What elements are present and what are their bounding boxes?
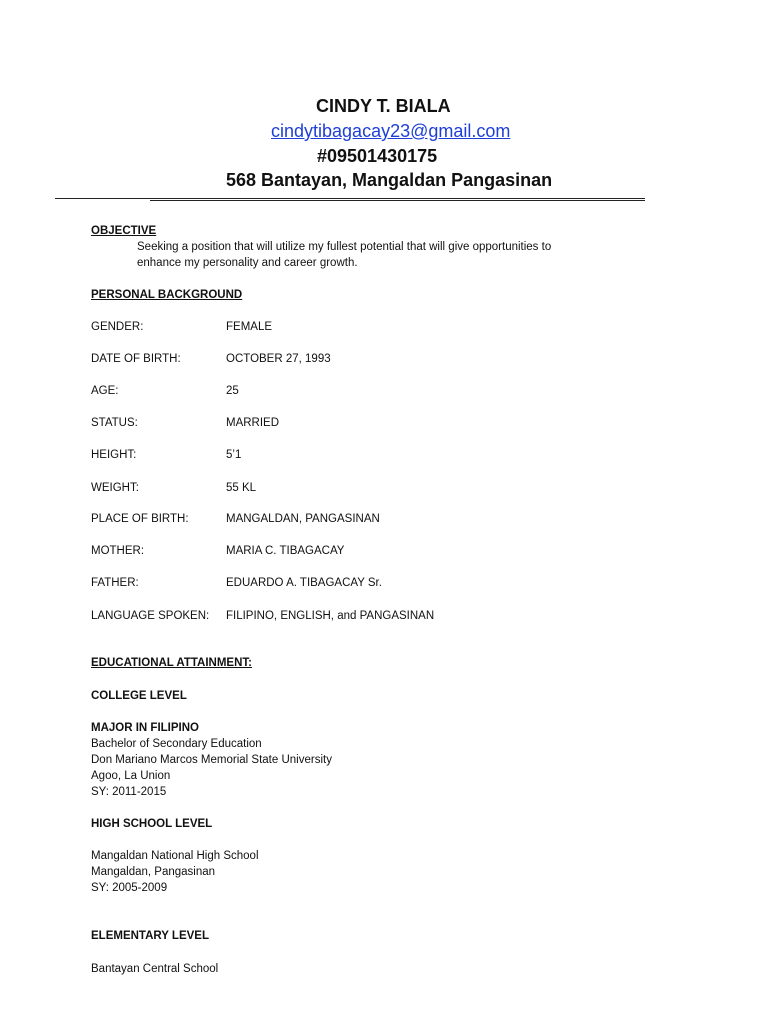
education-heading: EDUCATIONAL ATTAINMENT: <box>91 657 252 669</box>
college-school-year: SY: 2011-2015 <box>91 786 167 798</box>
height-label: HEIGHT: <box>91 449 137 461</box>
college-school: Don Mariano Marcos Memorial State University <box>91 754 332 766</box>
college-level-heading: COLLEGE LEVEL <box>91 690 187 702</box>
highschool-level-heading: HIGH SCHOOL LEVEL <box>91 818 213 830</box>
father-value: EDUARDO A. TIBAGACAY Sr. <box>226 577 382 589</box>
mother-value: MARIA C. TIBAGACAY <box>226 545 345 557</box>
language-label: LANGUAGE SPOKEN: <box>91 610 210 622</box>
highschool-school-year: SY: 2005-2009 <box>91 882 168 894</box>
header-divider-accent <box>150 200 645 201</box>
language-value: FILIPINO, ENGLISH, and PANGASINAN <box>226 610 435 622</box>
mother-label: MOTHER: <box>91 545 145 557</box>
objective-text-line1: Seeking a position that will utilize my fullest potential that will give opportunities to <box>137 241 552 253</box>
gender-label: GENDER: <box>91 321 144 333</box>
personal-background-heading: PERSONAL BACKGROUND <box>91 289 243 301</box>
status-value: MARRIED <box>226 417 280 429</box>
objective-heading: OBJECTIVE <box>91 225 157 237</box>
age-value: 25 <box>226 385 239 397</box>
applicant-name: CINDY T. BIALA <box>316 96 451 116</box>
age-label: AGE: <box>91 385 119 397</box>
father-label: FATHER: <box>91 577 139 589</box>
birthdate-value: OCTOBER 27, 1993 <box>226 353 331 365</box>
home-address: 568 Bantayan, Mangaldan Pangasinan <box>226 170 553 190</box>
college-major: MAJOR IN FILIPINO <box>91 722 199 734</box>
status-label: STATUS: <box>91 417 138 429</box>
college-location: Agoo, La Union <box>91 770 171 782</box>
objective-text-line2: enhance my personality and career growth. <box>137 257 358 269</box>
elementary-level-heading: ELEMENTARY LEVEL <box>91 930 209 942</box>
height-value: 5’1 <box>226 449 242 461</box>
email-link[interactable]: cindytibagacay23@gmail.com <box>271 121 511 141</box>
highschool-location: Mangaldan, Pangasinan <box>91 866 216 878</box>
birthplace-label: PLACE OF BIRTH: <box>91 513 189 525</box>
birthplace-value: MANGALDAN, PANGASINAN <box>226 513 380 525</box>
weight-label: WEIGHT: <box>91 482 139 494</box>
elementary-school: Bantayan Central School <box>91 963 219 975</box>
weight-value: 55 KL <box>226 482 257 494</box>
highschool-school: Mangaldan National High School <box>91 850 259 862</box>
college-degree: Bachelor of Secondary Education <box>91 738 262 750</box>
gender-value: FEMALE <box>226 321 273 333</box>
header-divider <box>55 198 645 199</box>
phone-number: #09501430175 <box>317 146 438 166</box>
birthdate-label: DATE OF BIRTH: <box>91 353 181 365</box>
